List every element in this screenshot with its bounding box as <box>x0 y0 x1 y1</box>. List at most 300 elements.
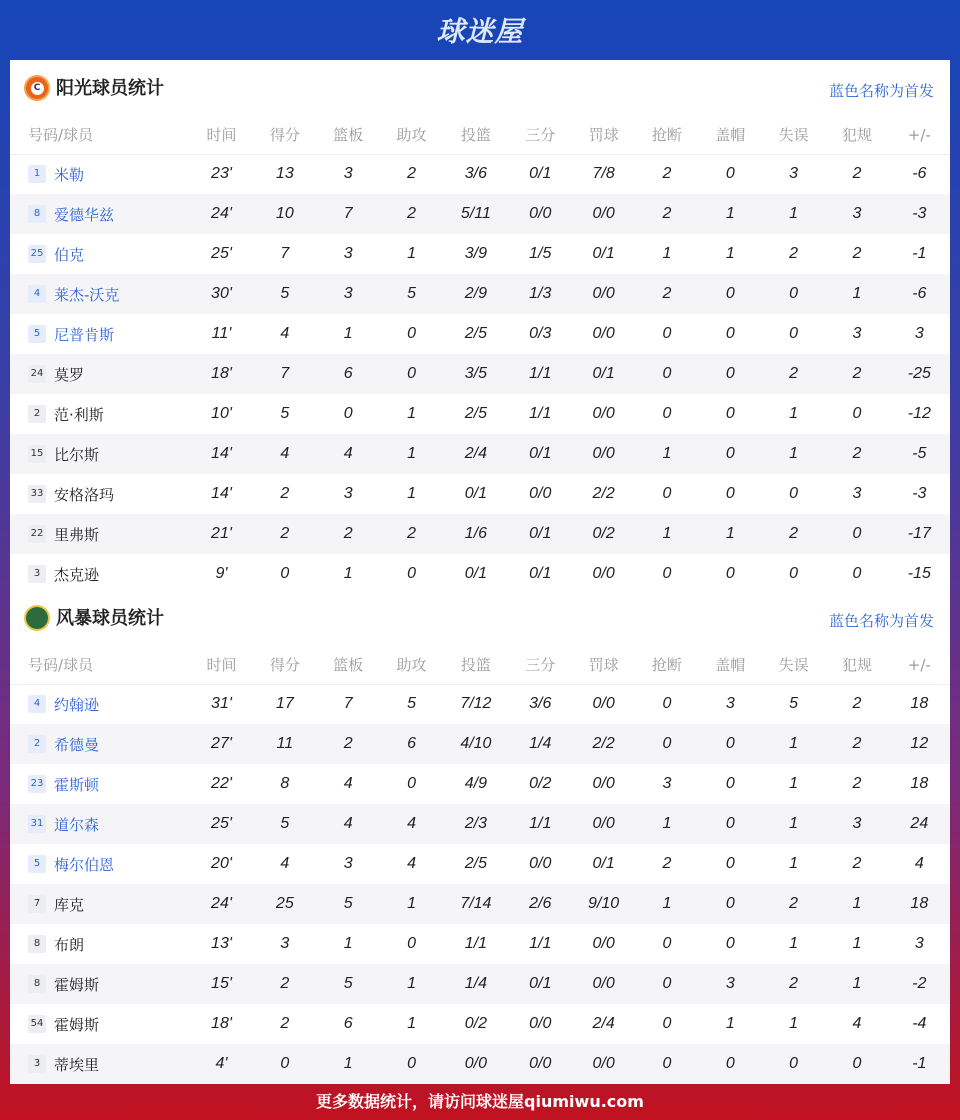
jersey-number-badge: 24 <box>28 365 46 383</box>
table-row[interactable] <box>10 884 950 924</box>
stat-cell: 2 <box>280 1015 290 1032</box>
stat-cell: 0 <box>699 1044 762 1084</box>
starter-legend: 蓝色名称为首发 <box>828 612 934 630</box>
stat-cell: 6 <box>317 354 380 394</box>
stat-cell: 27' <box>190 724 253 764</box>
stat-cell: 2 <box>825 724 888 764</box>
player-cell <box>10 154 190 194</box>
column-header[interactable]: 三分 <box>509 116 572 154</box>
stat-cell: 0/0 <box>572 1044 635 1084</box>
stat-cell: 0 <box>699 274 762 314</box>
stat-cell: 1/3 <box>509 274 572 314</box>
stat-cell: 1 <box>380 434 443 474</box>
stat-cell: 2/5 <box>464 855 487 872</box>
jersey-number-badge: 3 <box>28 565 46 583</box>
stat-cell: 5 <box>317 884 380 924</box>
stat-cell: 1 <box>407 245 416 262</box>
column-header[interactable]: +/- <box>889 116 950 154</box>
player-name-link[interactable]: 希德曼 <box>54 735 100 754</box>
stat-cell: 1 <box>635 434 698 474</box>
stat-cell: 2 <box>762 354 825 394</box>
stat-cell: 4 <box>407 855 416 872</box>
stat-cell: 18' <box>190 354 253 394</box>
player-cell <box>10 684 190 724</box>
stat-cell: -1 <box>889 1044 950 1084</box>
stat-cell: 7 <box>317 194 380 234</box>
stat-cell: 4 <box>343 775 353 792</box>
jersey-number-badge: 8 <box>28 205 46 223</box>
stat-cell: -15 <box>907 565 931 582</box>
stat-cell: 1/1 <box>464 935 487 952</box>
stat-cell: 10' <box>211 405 232 422</box>
stat-cell: 0/0 <box>572 274 635 314</box>
stat-cell: 0 <box>699 434 762 474</box>
stat-cell: 0 <box>662 485 672 502</box>
stat-cell: 24' <box>190 884 253 924</box>
stat-cell: 18 <box>889 884 950 924</box>
stat-cell: 1 <box>635 514 698 554</box>
stat-cell: 0 <box>699 884 762 924</box>
column-header[interactable]: 篮板 <box>317 116 380 154</box>
stat-cell: 4 <box>253 434 316 474</box>
stat-cell: 1 <box>762 724 825 764</box>
stat-cell: 0 <box>762 274 825 314</box>
player-name-link[interactable]: 库克 <box>54 895 85 914</box>
stat-cell: 1 <box>789 1015 799 1032</box>
stat-cell: 0/3 <box>529 325 552 342</box>
table-row[interactable] <box>10 684 950 724</box>
stat-cell: 2 <box>825 434 888 474</box>
stat-cell: 0 <box>407 935 416 952</box>
stat-cell: 4' <box>190 1044 253 1084</box>
stat-cell: 2 <box>852 775 862 792</box>
stat-cell: 0/0 <box>529 485 552 502</box>
table-row[interactable] <box>10 924 950 964</box>
column-header[interactable]: 时间 <box>190 646 253 684</box>
jersey-number-badge: 8 <box>28 975 46 993</box>
stat-cell: 5 <box>380 274 443 314</box>
column-header[interactable]: 抢断 <box>635 646 698 684</box>
stat-cell: 3 <box>317 274 380 314</box>
stat-cell: 3/9 <box>464 245 487 262</box>
stat-cell: 11' <box>211 325 232 342</box>
column-header[interactable]: +/- <box>889 646 950 684</box>
player-cell <box>10 804 190 844</box>
stat-cell: 0 <box>635 724 698 764</box>
stat-cell: 1 <box>789 935 799 952</box>
stat-cell: 0/1 <box>464 485 487 502</box>
stat-cell: 1/4 <box>443 964 508 1004</box>
player-name-link[interactable]: 霍姆斯 <box>54 1015 100 1034</box>
stat-cell: 3 <box>852 325 862 342</box>
stat-cell: 1 <box>662 245 672 262</box>
stat-cell: 1 <box>407 485 416 502</box>
stat-cell: 2 <box>662 855 672 872</box>
stat-cell: 0/1 <box>592 855 615 872</box>
stat-cell: 4 <box>852 1015 862 1032</box>
stat-cell: 9' <box>215 565 228 582</box>
column-header[interactable]: 失误 <box>762 116 825 154</box>
stat-cell: 24 <box>889 804 950 844</box>
player-name-link[interactable]: 尼普肯斯 <box>54 325 115 344</box>
stat-cell: 0/1 <box>529 565 552 582</box>
stat-cell: 2/6 <box>509 884 572 924</box>
column-header[interactable]: 篮板 <box>317 646 380 684</box>
column-header[interactable]: 失误 <box>762 646 825 684</box>
stat-cell: 3/6 <box>529 695 552 713</box>
column-header[interactable]: 三分 <box>509 646 572 684</box>
stat-cell: 1/4 <box>509 724 572 764</box>
player-cell <box>10 234 190 274</box>
table-row[interactable] <box>10 844 950 884</box>
stat-cell: 0/0 <box>572 804 635 844</box>
player-cell <box>10 354 190 394</box>
player-cell <box>10 924 190 964</box>
stat-cell: 18 <box>910 775 929 792</box>
stat-cell: 7 <box>253 354 316 394</box>
table-row[interactable] <box>10 474 950 514</box>
table-row[interactable] <box>10 554 950 594</box>
player-cell <box>10 964 190 1004</box>
stat-cell: 3 <box>343 855 353 872</box>
column-header[interactable]: 得分 <box>253 646 316 684</box>
stat-cell: 4/10 <box>443 724 508 764</box>
stat-cell: 0/0 <box>592 775 615 792</box>
stat-cell: 0/0 <box>592 405 615 422</box>
table-row[interactable] <box>10 194 950 234</box>
stat-cell: 1/1 <box>509 354 572 394</box>
stat-cell: 1 <box>852 935 862 952</box>
stat-cell: 0/1 <box>509 434 572 474</box>
stat-cell: 5 <box>789 695 799 713</box>
stat-cell: 1 <box>762 194 825 234</box>
stat-cell: 3 <box>914 325 924 342</box>
stat-cell: 15' <box>190 964 253 1004</box>
stat-cell: 2 <box>762 964 825 1004</box>
stat-cell: 1 <box>789 775 799 792</box>
stat-cell: 2 <box>852 245 862 262</box>
stat-cell: 3 <box>825 804 888 844</box>
stat-cell: 0 <box>662 405 672 422</box>
jersey-number-badge: 5 <box>28 855 46 873</box>
stat-cell: 1/5 <box>529 245 552 262</box>
team-logo-icon <box>26 607 48 629</box>
table-row[interactable] <box>10 1044 950 1084</box>
stat-cell: 0/0 <box>529 1015 552 1032</box>
stat-cell: 17 <box>275 695 294 713</box>
stat-cell: 0 <box>407 565 416 582</box>
player-name-link[interactable]: 霍斯顿 <box>54 775 100 794</box>
column-header[interactable]: 投篮 <box>443 646 508 684</box>
jersey-number-badge: 7 <box>28 895 46 913</box>
player-name-link[interactable]: 霍姆斯 <box>54 975 100 994</box>
stat-cell: 3 <box>280 935 290 952</box>
stat-cell: 13' <box>211 935 232 952</box>
player-name-link[interactable]: 爱德华兹 <box>54 205 115 224</box>
stat-cell: 31' <box>211 695 232 713</box>
stat-cell: 2 <box>662 165 672 183</box>
stat-cell: 0 <box>635 354 698 394</box>
stat-cell: 5/11 <box>443 194 508 234</box>
stat-cell: 0/0 <box>592 935 615 952</box>
jersey-number-badge: 2 <box>28 405 46 423</box>
stat-cell: 14' <box>211 485 232 502</box>
stat-cell: 0/0 <box>572 964 635 1004</box>
stat-cell: 1 <box>825 274 888 314</box>
stat-cell: -1 <box>912 245 927 262</box>
column-header[interactable]: 号码/球员 <box>10 116 190 154</box>
stat-cell: 2 <box>635 274 698 314</box>
table-row[interactable] <box>10 764 950 804</box>
stat-cell: -6 <box>912 165 927 183</box>
player-name-link[interactable]: 里弗斯 <box>54 525 100 544</box>
column-header[interactable]: 助攻 <box>380 646 443 684</box>
stat-cell: 1/1 <box>529 405 552 422</box>
stat-cell: 1/6 <box>443 514 508 554</box>
jersey-number-badge: 33 <box>28 485 46 503</box>
section-header <box>10 60 950 116</box>
stat-cell: 5 <box>317 964 380 1004</box>
player-cell <box>10 514 190 554</box>
stat-cell: 0 <box>635 1044 698 1084</box>
stat-cell: 3 <box>662 775 672 792</box>
stat-cell: -17 <box>889 514 950 554</box>
stat-cell: 2 <box>280 485 290 502</box>
player-cell <box>10 764 190 804</box>
stat-cell: 3 <box>852 485 862 502</box>
column-header[interactable]: 犯规 <box>825 646 888 684</box>
column-header[interactable]: 投篮 <box>443 116 508 154</box>
stat-cell: 2/5 <box>464 405 487 422</box>
stat-cell: 0/0 <box>592 565 615 582</box>
table-row[interactable] <box>10 964 950 1004</box>
player-name-link[interactable]: 范·利斯 <box>54 405 104 424</box>
stat-cell: 1 <box>635 884 698 924</box>
stat-cell: 22' <box>211 775 232 792</box>
stat-cell: 18' <box>211 1015 232 1032</box>
stat-cell: 3/5 <box>443 354 508 394</box>
stat-cell: 1 <box>699 514 762 554</box>
stat-cell: 3 <box>343 165 353 183</box>
stat-cell: 30' <box>190 274 253 314</box>
player-name-link[interactable]: 米勒 <box>54 165 85 184</box>
table-row[interactable] <box>10 274 950 314</box>
stat-cell: 0/1 <box>464 565 487 582</box>
stat-cell: 0 <box>699 804 762 844</box>
jersey-number-badge: 54 <box>28 1015 46 1033</box>
column-header[interactable]: 抢断 <box>635 116 698 154</box>
stat-cell: 0/1 <box>529 165 552 183</box>
stat-cell: 0 <box>725 855 735 872</box>
jersey-number-badge: 3 <box>28 1055 46 1073</box>
table-header-row <box>10 646 950 684</box>
player-name-link[interactable]: 布朗 <box>54 935 85 954</box>
stat-cell: 18 <box>910 695 929 713</box>
stat-cell: -2 <box>889 964 950 1004</box>
column-header[interactable]: 罚球 <box>572 646 635 684</box>
stat-cell: 0/0 <box>572 194 635 234</box>
stat-cell: 14' <box>190 434 253 474</box>
stat-cell: 2 <box>380 514 443 554</box>
stat-cell: 1 <box>343 565 353 582</box>
player-name-link[interactable]: 梅尔伯恩 <box>54 855 115 874</box>
stat-cell: 2 <box>407 165 416 183</box>
column-header[interactable]: 号码/球员 <box>10 646 190 684</box>
stat-cell: 20' <box>211 855 232 872</box>
stat-cell: 1 <box>789 855 799 872</box>
stat-cell: 1 <box>407 1015 416 1032</box>
column-header[interactable]: 罚球 <box>572 116 635 154</box>
stat-cell: 2 <box>852 855 862 872</box>
stat-cell: 2/4 <box>592 1015 615 1032</box>
stat-cell: 0 <box>725 935 735 952</box>
stat-cell: 0 <box>253 1044 316 1084</box>
table-row[interactable] <box>10 154 950 194</box>
stat-cell: 0 <box>725 485 735 502</box>
stat-cell: 0 <box>725 325 735 342</box>
player-name-link[interactable]: 莫罗 <box>54 365 85 384</box>
stat-cell: 12 <box>889 724 950 764</box>
stat-cell: 7/12 <box>460 695 492 713</box>
column-header[interactable]: 时间 <box>190 116 253 154</box>
table-row[interactable] <box>10 434 950 474</box>
stat-cell: 0/0 <box>509 1044 572 1084</box>
player-name-link[interactable]: 蒂埃里 <box>54 1055 100 1074</box>
stat-cell: 2 <box>762 884 825 924</box>
column-header[interactable]: 得分 <box>253 116 316 154</box>
jersey-number-badge: 25 <box>28 245 46 263</box>
table-row[interactable] <box>10 514 950 554</box>
footer-link[interactable]: 更多数据统计，请访问球迷屋qiumiwu.com <box>316 1091 644 1111</box>
stat-cell: 1/1 <box>529 935 552 952</box>
column-header[interactable]: 犯规 <box>825 116 888 154</box>
jersey-number-badge: 31 <box>28 815 46 833</box>
stat-cell: -3 <box>912 485 927 502</box>
stat-cell: 4 <box>317 804 380 844</box>
stat-cell: 1/1 <box>509 804 572 844</box>
player-name-link[interactable]: 安格洛玛 <box>54 485 115 504</box>
stat-cell: 0/0 <box>443 1044 508 1084</box>
player-cell <box>10 554 190 594</box>
jersey-number-badge: 1 <box>28 165 46 183</box>
table-row[interactable] <box>10 1004 950 1044</box>
stat-cell: 2/3 <box>443 804 508 844</box>
stat-cell: 2 <box>635 194 698 234</box>
stat-cell: 0 <box>762 1044 825 1084</box>
player-name-link[interactable]: 比尔斯 <box>54 445 100 464</box>
player-cell <box>10 194 190 234</box>
stat-cell: 0/1 <box>509 964 572 1004</box>
stat-cell: 0 <box>699 354 762 394</box>
stat-cell: 1 <box>317 1044 380 1084</box>
stat-cell: 3 <box>343 485 353 502</box>
stat-cell: 5 <box>280 405 290 422</box>
table-row[interactable] <box>10 804 950 844</box>
stat-cell: 1 <box>699 194 762 234</box>
stat-cell: 7/8 <box>592 165 615 183</box>
stat-cell: 0 <box>789 325 799 342</box>
stat-cell: 1 <box>343 935 353 952</box>
team-stats-title: 阳光球员统计 <box>56 78 164 99</box>
stat-cell: 0 <box>789 485 799 502</box>
player-cell <box>10 314 190 354</box>
column-header[interactable]: 盖帽 <box>699 646 762 684</box>
stat-cell: 4 <box>280 325 290 342</box>
table-row[interactable] <box>10 354 950 394</box>
stat-cell: 3 <box>789 165 799 183</box>
stat-cell: 23' <box>211 165 232 183</box>
stat-cell: 2 <box>852 165 862 183</box>
jersey-number-badge: 22 <box>28 525 46 543</box>
column-header[interactable]: 盖帽 <box>699 116 762 154</box>
player-cell <box>10 884 190 924</box>
table-row[interactable] <box>10 314 950 354</box>
stat-cell: 7/14 <box>443 884 508 924</box>
table-row[interactable] <box>10 234 950 274</box>
player-name-link[interactable]: 莱杰-沃克 <box>54 285 120 304</box>
column-header[interactable]: 助攻 <box>380 116 443 154</box>
jersey-number-badge: 2 <box>28 735 46 753</box>
stat-cell: 1 <box>380 884 443 924</box>
jersey-number-badge: 8 <box>28 935 46 953</box>
stat-cell: 0 <box>662 565 672 582</box>
stat-cell: 2/2 <box>592 485 615 502</box>
stat-cell: 3 <box>699 964 762 1004</box>
stat-cell: 0/1 <box>509 514 572 554</box>
player-name-link[interactable]: 道尔森 <box>54 815 100 834</box>
stat-cell: 0/2 <box>572 514 635 554</box>
stat-cell: 0 <box>662 695 672 713</box>
player-cell <box>10 844 190 884</box>
stat-cell: 8 <box>280 775 290 792</box>
stat-cell: 0/0 <box>529 855 552 872</box>
player-name-link[interactable]: 杰克逊 <box>54 565 100 584</box>
site-logo[interactable]: 球迷屋 <box>436 15 524 48</box>
stat-cell: 13 <box>275 165 294 183</box>
player-cell <box>10 474 190 514</box>
stat-cell: 0 <box>662 1015 672 1032</box>
table-row[interactable] <box>10 724 950 764</box>
stat-cell: 1 <box>725 245 735 262</box>
player-name-link[interactable]: 伯克 <box>54 245 85 264</box>
stat-cell: 1 <box>789 405 799 422</box>
starter-legend: 蓝色名称为首发 <box>828 82 934 100</box>
stat-cell: 2 <box>253 964 316 1004</box>
stat-cell: 4 <box>317 434 380 474</box>
stat-cell: 0 <box>725 165 735 183</box>
stat-cell: 0 <box>725 565 735 582</box>
stat-cell: 0/2 <box>529 775 552 792</box>
jersey-number-badge: 4 <box>28 285 46 303</box>
stat-cell: 7 <box>280 245 290 262</box>
table-header-row <box>10 116 950 154</box>
stat-cell: 21' <box>190 514 253 554</box>
stat-cell: 0/1 <box>572 354 635 394</box>
stat-cell: 4/9 <box>464 775 487 792</box>
stat-cell: 2/5 <box>464 325 487 342</box>
table-row[interactable] <box>10 394 950 434</box>
stat-cell: 3 <box>825 194 888 234</box>
stat-cell: -5 <box>889 434 950 474</box>
stat-cell: -25 <box>889 354 950 394</box>
jersey-number-badge: 4 <box>28 695 46 713</box>
stat-cell: 2 <box>317 724 380 764</box>
stat-cell: 0 <box>280 565 290 582</box>
stat-cell: 0 <box>725 405 735 422</box>
stat-cell: 5 <box>407 695 416 713</box>
player-name-link[interactable]: 约翰逊 <box>54 695 100 714</box>
stat-cell: 3 <box>725 695 735 713</box>
